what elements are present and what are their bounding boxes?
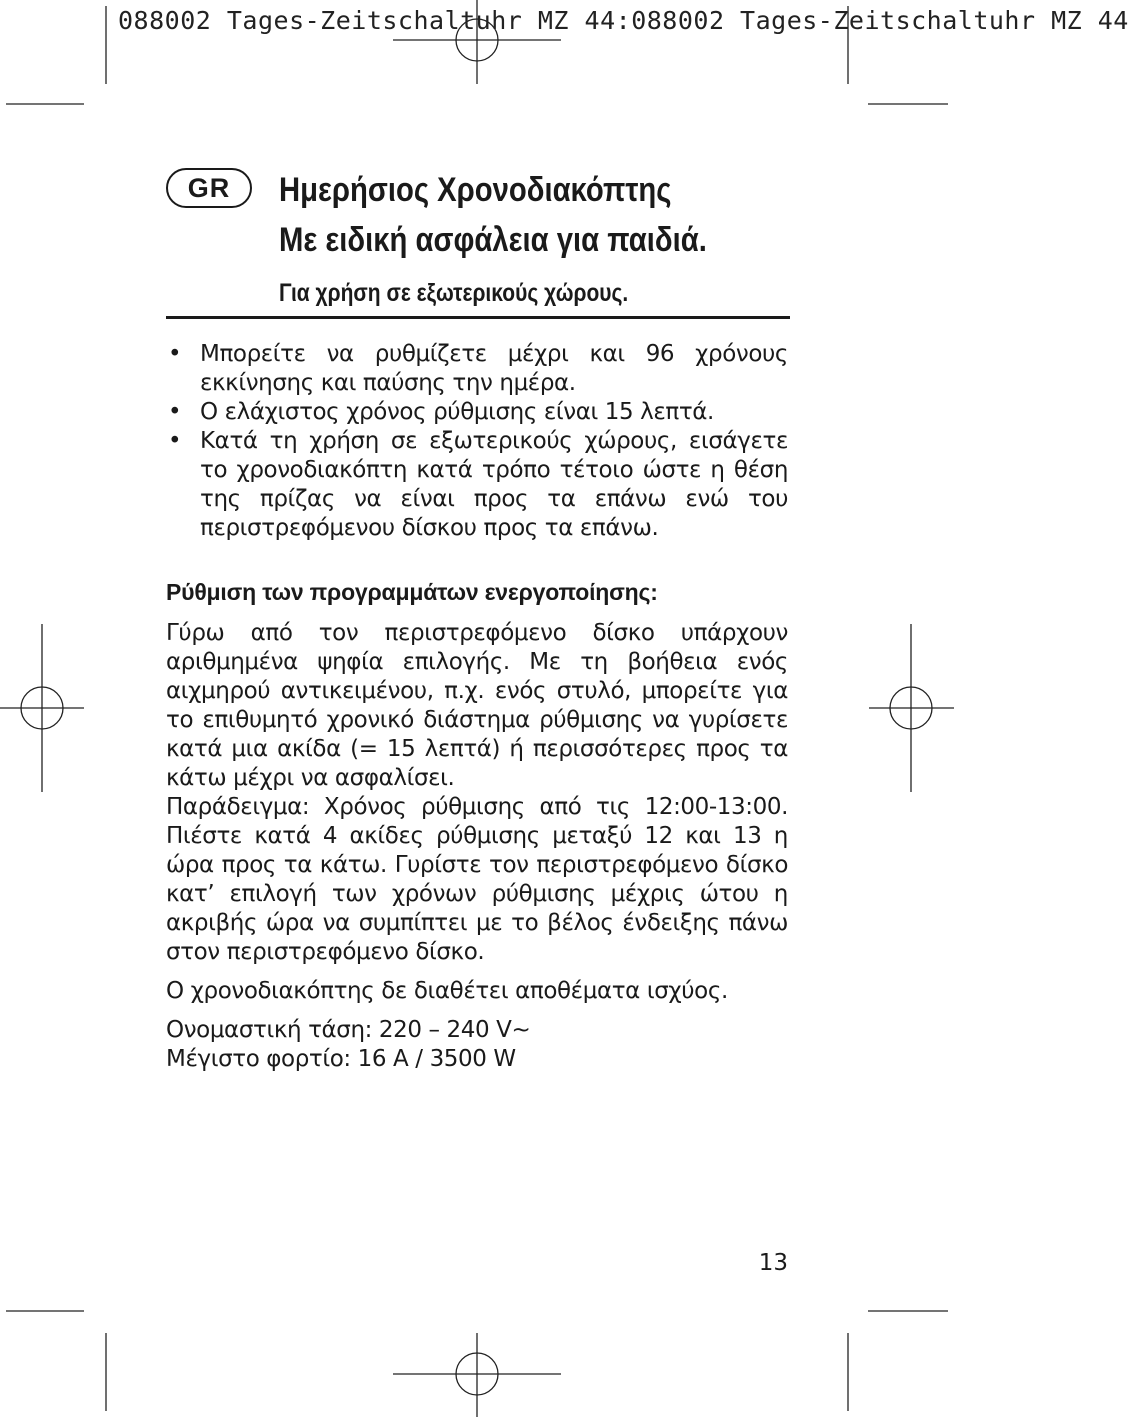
instructions-paragraph: Γύρω από τον περιστρεφόμενο δίσκο υπάρχουν αριθμημένα ψηφία επιλογής. Με τη βοήθεια ενός αιχμηρού αντικειμένου, π.χ. ενός στυλό, μπορείτε για το επιθυμητό χρονικό διάστημα ρύθμισης να γυρίσετε κατά μια ακίδα (= 15 λεπτά) ή περισσότερες προς τα κάτω μέχρι να ασφαλίσει. <box>166 620 788 791</box>
language-badge: GR <box>166 168 252 208</box>
list-item <box>166 427 788 543</box>
example-paragraph: Παράδειγμα: Χρόνος ρύθμισης από τις 12:00-13:00. Πιέστε κατά 4 ακίδες ρύθμισης μεταξύ 12 και 13 η ώρα προς τα κάτω. Γυρίστε τον περιστρεφόμενο δίσκο κατ’ επιλογή των χρόνων ρύθμισης μέχρις ώτου η ακριβής ώρα να συμπίπτει με το βέλος ένδειξης πάνω στον περιστρεφόμενο δίσκο. <box>166 794 788 965</box>
bullet-marker: • <box>168 341 182 367</box>
list-item <box>166 398 788 427</box>
header-divider <box>166 316 790 319</box>
section-heading: Ρύθμιση των προγραμμάτων ενεργοποίησης: <box>166 579 658 605</box>
feature-list <box>166 340 788 543</box>
list-item-text: Μπορείτε να ρυθμίζετε μέχρι και 96 χρόνους εκκίνησης και παύσης την ημέρα. <box>200 341 788 396</box>
bullet-marker: • <box>168 428 182 454</box>
registration-target-left <box>0 624 84 792</box>
page-number: 13 <box>758 1250 788 1276</box>
bullet-marker: • <box>168 399 182 425</box>
maximum-load: Μέγιστο φορτίο: 16 A / 3500 W <box>166 1046 516 1072</box>
registration-target-right <box>869 624 954 792</box>
list-item-text: Κατά τη χρήση σε εξωτερικούς χώρους, εισάγετε το χρονοδιακόπτη κατά τρόπο τέτοιο ώστε η θέση της πρίζας να είναι προς τα επάνω ενώ του περιστρεφόμενου δίσκου προς τα επάνω. <box>200 428 788 541</box>
rated-voltage: Ονομαστική τάση: 220 – 240 V~ <box>166 1017 531 1043</box>
page-title <box>279 165 718 265</box>
printer-slug-line: 088002 Tages-Zeitschaltuhr MZ 44:088002 Tages-Zeitschaltuhr MZ 44 <box>118 6 1129 35</box>
list-item-text: Ο ελάχιστος χρόνος ρύθμισης είναι 15 λεπτά. <box>200 399 714 425</box>
title-line-2: Με ειδική ασφάλεια για παιδιά. <box>279 221 707 259</box>
main-content <box>166 340 788 1074</box>
registration-target-bottom <box>393 1333 561 1417</box>
power-reserve-note: Ο χρονοδιακόπτης δε διαθέτει αποθέματα ισχύος. <box>166 978 728 1004</box>
title-line-1: Ημερήσιος Χρονοδιακόπτης <box>279 171 672 209</box>
page-subtitle: Για χρήση σε εξωτερικούς χώρους. <box>279 279 629 307</box>
specifications <box>166 1016 788 1074</box>
list-item <box>166 340 788 398</box>
